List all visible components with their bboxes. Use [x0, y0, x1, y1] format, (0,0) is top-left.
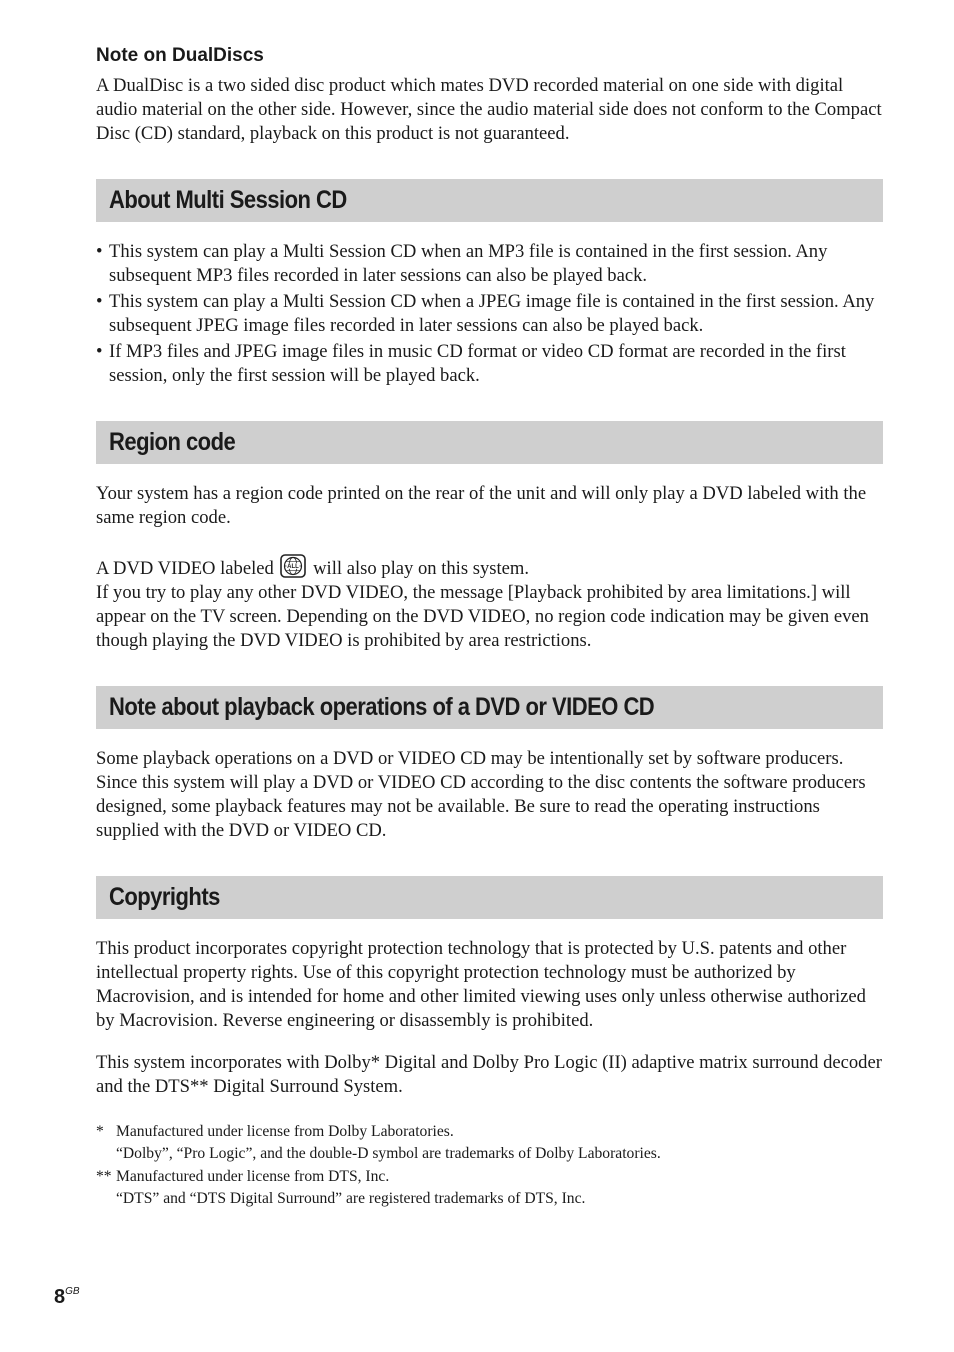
- section-playback-note-header: [96, 686, 883, 729]
- section-multi-session-header: [96, 179, 883, 222]
- section-multi-session-title: About Multi Session CD: [109, 186, 347, 214]
- region-code-para-3: If you try to play any other DVD VIDEO, the message [Playback prohibited by area limitations.] will appear on the TV screen. Depending on the DVD VIDEO, no region code indication may be given even though playing the DVD VIDEO is prohibited by area restrictions.: [96, 582, 869, 651]
- footnote-dolby: [96, 1121, 883, 1164]
- footnote-line: Manufactured under license from Dolby Laboratories.: [116, 1123, 454, 1140]
- copyrights-para-2: This system incorporates with Dolby* Digital and Dolby Pro Logic (II) adaptive matrix surround decoder and the DTS** Digital Surround System.: [96, 1052, 882, 1097]
- footnotes: [96, 1121, 883, 1209]
- footnote-line: “Dolby”, “Pro Logic”, and the double-D symbol are trademarks of Dolby Laboratories.: [116, 1144, 661, 1162]
- region-icon-label: ALL: [287, 564, 300, 570]
- footnote-mark: **: [96, 1168, 112, 1185]
- region-code-para-1: Your system has a region code printed on the rear of the unit and will only play a DVD labeled with the same region code.: [96, 483, 867, 528]
- section-region-code-title: Region code: [109, 428, 236, 456]
- copyrights-para-1: This product incorporates copyright protection technology that is protected by U.S. patents and other intellectual property rights. Use of this copyright protection technology must be authorized by Macrovision, and is intended for home and other limited viewing uses only unless otherwise authorized by Macrovision. Reverse engineering or disassembly is prohibited.: [96, 938, 866, 1031]
- list-item: • If MP3 files and JPEG image files in music CD format or video CD format are recorded in the first session, only the first session will be played back.: [96, 340, 883, 388]
- footnote-line: “DTS” and “DTS Digital Surround” are registered trademarks of DTS, Inc.: [116, 1189, 586, 1207]
- section-copyrights-title: Copyrights: [109, 883, 220, 911]
- page-number-suffix: GB: [65, 1286, 80, 1297]
- section-playback-note-title: Note about playback operations of a DVD or VIDEO CD: [109, 693, 655, 721]
- list-item: • This system can play a Multi Session CD when a JPEG image file is contained in the first session. Any subsequent JPEG image files recorded in later sessions can also be played back.: [96, 290, 883, 338]
- footnote-mark: *: [96, 1123, 104, 1140]
- multi-session-list: [96, 240, 883, 388]
- footnote-dts: [96, 1166, 883, 1209]
- playback-note-text: Some playback operations on a DVD or VIDEO CD may be intentionally set by software producers. Since this system will play a DVD or VIDEO CD according to the disc contents the software producers designed, some playback features may not be available. Be sure to read the operating instructions supplied with the DVD or VIDEO CD.: [96, 748, 866, 841]
- list-item: • This system can play a Multi Session CD when an MP3 file is contained in the first session. Any subsequent MP3 files recorded in later sessions can also be played back.: [96, 240, 883, 288]
- region-code-para-2-before: A DVD VIDEO labeled: [96, 558, 274, 579]
- region-code-para-2: [96, 554, 883, 581]
- section-region-code-header: [96, 421, 883, 464]
- note-dualdiscs-title: Note on DualDiscs: [96, 45, 264, 66]
- page-number-value: 8: [54, 1286, 66, 1308]
- note-dualdiscs: [96, 44, 883, 146]
- page-number: [54, 1286, 80, 1309]
- region-all-globe-icon: [280, 554, 306, 578]
- document-page: [96, 44, 883, 1211]
- footnote-line: Manufactured under license from DTS, Inc.: [116, 1168, 390, 1185]
- section-copyrights-header: [96, 876, 883, 919]
- region-code-para-2-after: will also play on this system.: [313, 558, 530, 579]
- note-dualdiscs-text: A DualDisc is a two sided disc product which mates DVD recorded material on one side with digital audio material on the other side. However, since the audio material side does not conform to the Compact Disc (CD) standard, playback on this product is not guaranteed.: [96, 75, 882, 144]
